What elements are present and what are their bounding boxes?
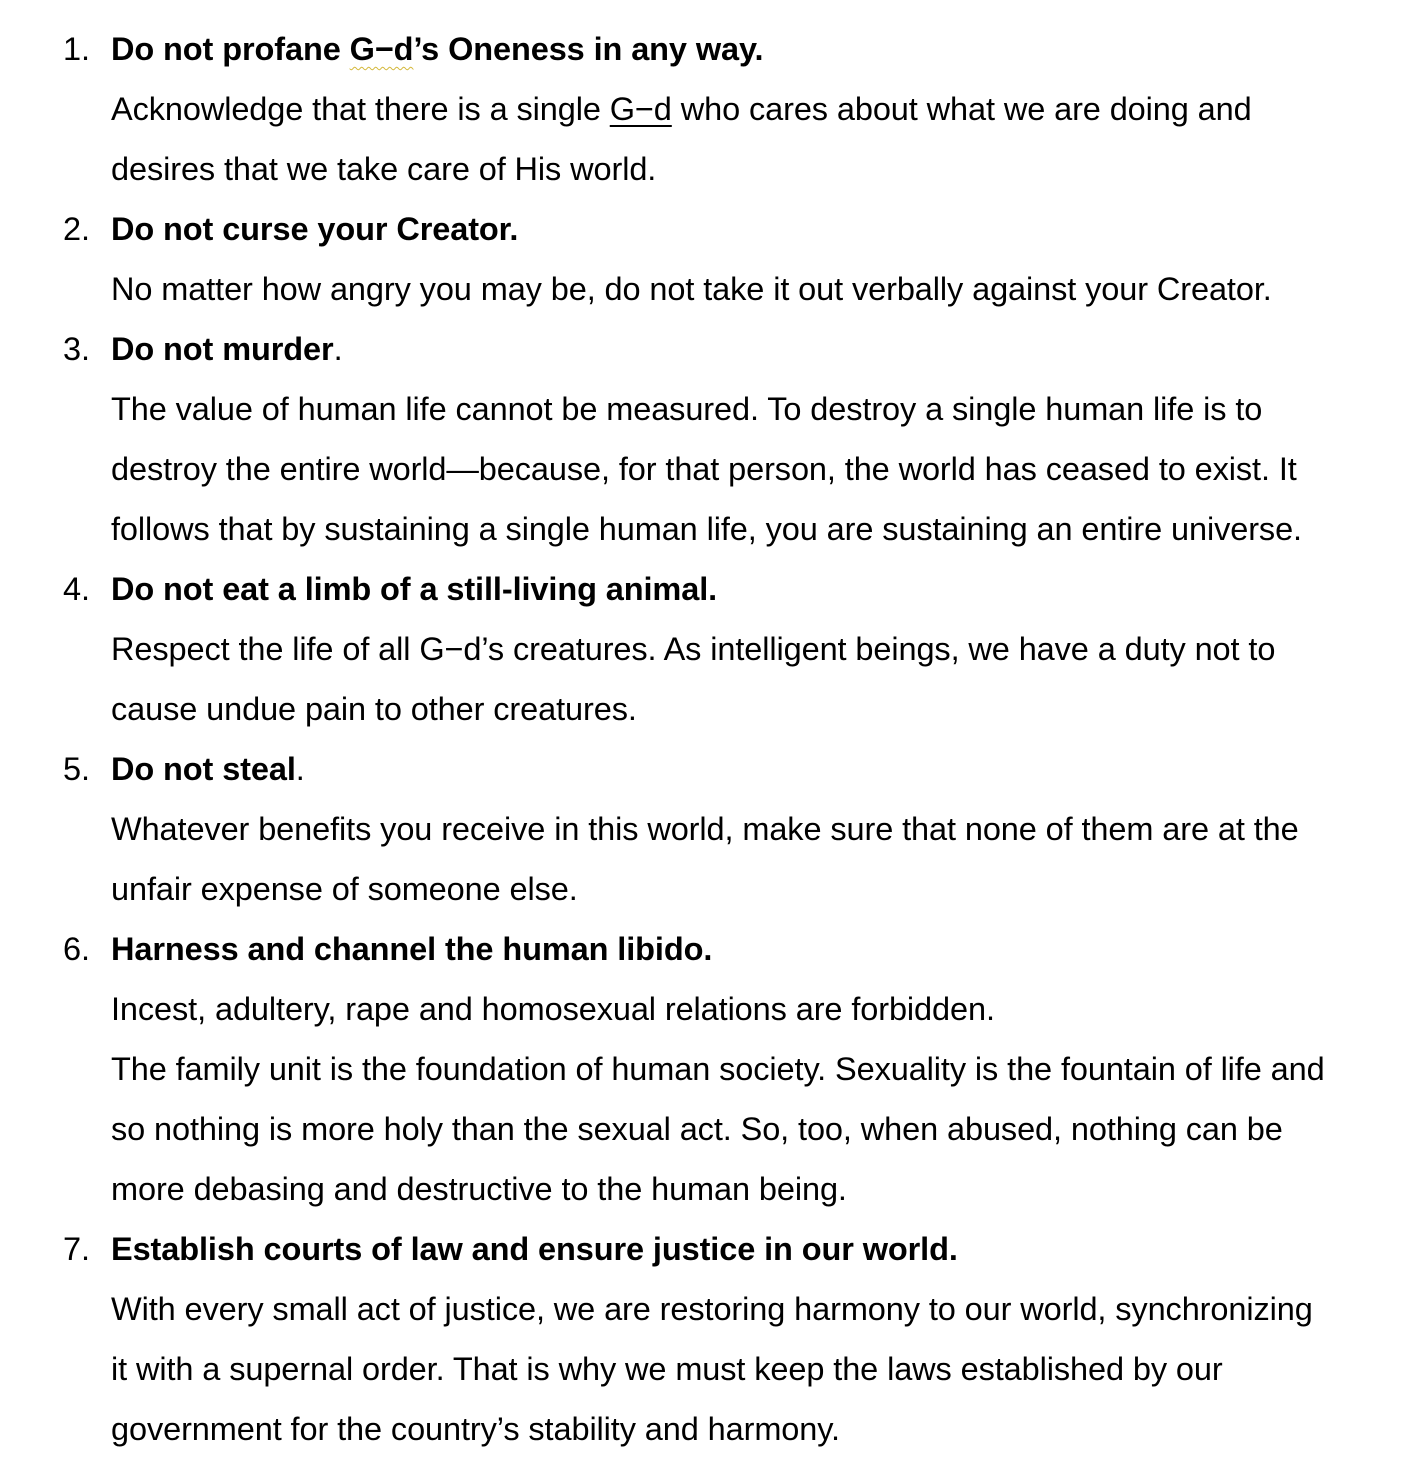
body-text: who cares about what we are doing and	[671, 91, 1252, 127]
item-title-text: Do not eat a limb of a still-living animal.	[111, 571, 718, 607]
list-item-6-title	[0, 919, 1420, 979]
body-line: No matter how angry you may be, do not take it out verbally against your Creator.	[111, 271, 1272, 307]
body-line: unfair expense of someone else.	[111, 871, 578, 907]
item-title-period: .	[333, 331, 343, 367]
item-title-text: Do not profane	[111, 31, 350, 67]
item-title-text: Do not murder	[111, 331, 334, 367]
body-line: The value of human life cannot be measured. To destroy a single human life is to	[111, 391, 1263, 427]
item-title-period: .	[295, 751, 305, 787]
body-line: more debasing and destructive to the human being.	[111, 1171, 847, 1207]
body-line: Whatever benefits you receive in this world, make sure that none of them are at the	[111, 811, 1299, 847]
body-line: cause undue pain to other creatures.	[111, 691, 637, 727]
body-line: government for the country’s stability and harmony.	[111, 1411, 840, 1447]
list-item-3-title	[0, 319, 1420, 379]
list-number: 1.	[63, 31, 90, 67]
body-line: so nothing is more holy than the sexual act. So, too, when abused, nothing can be	[111, 1111, 1283, 1147]
list-number: 6.	[63, 931, 90, 967]
item-title-text: Do not curse your Creator.	[111, 211, 519, 247]
underlined-link[interactable]: G−d	[609, 91, 672, 127]
item-title-text: ’s Oneness in any way.	[413, 31, 764, 67]
body-line: desires that we take care of His world.	[111, 151, 657, 187]
item-title-text: Do not steal	[111, 751, 296, 787]
list-number: 2.	[63, 211, 90, 247]
item-title-text: Harness and channel the human libido.	[111, 931, 713, 967]
list-number: 3.	[63, 331, 90, 367]
body-line: follows that by sustaining a single human life, you are sustaining an entire universe.	[111, 511, 1302, 547]
body-line: Respect the life of all G−d’s creatures. As intelligent beings, we have a duty not to	[111, 631, 1276, 667]
body-line	[0, 79, 1420, 139]
body-line: it with a supernal order. That is why we must keep the laws established by our	[111, 1351, 1223, 1387]
list-item-7-title	[0, 1219, 1420, 1279]
list-number: 7.	[63, 1231, 90, 1267]
item-title-text: Establish courts of law and ensure justice in our world.	[111, 1231, 958, 1267]
list-item-1-title	[0, 19, 1420, 79]
body-text: Acknowledge that there is a single	[111, 91, 610, 127]
list-number: 4.	[63, 571, 90, 607]
body-line: Incest, adultery, rape and homosexual relations are forbidden.	[111, 991, 995, 1027]
list-number: 5.	[63, 751, 90, 787]
body-line: The family unit is the foundation of human society. Sexuality is the fountain of life and	[111, 1051, 1325, 1087]
list-item-4-title	[0, 559, 1420, 619]
document-body	[0, 19, 1420, 1459]
spellcheck-marked-word[interactable]: G−d	[349, 31, 414, 67]
list-item-5-title	[0, 739, 1420, 799]
body-line: With every small act of justice, we are restoring harmony to our world, synchronizing	[111, 1291, 1313, 1327]
body-line: destroy the entire world—because, for that person, the world has ceased to exist. It	[111, 451, 1297, 487]
list-item-2-title	[0, 199, 1420, 259]
